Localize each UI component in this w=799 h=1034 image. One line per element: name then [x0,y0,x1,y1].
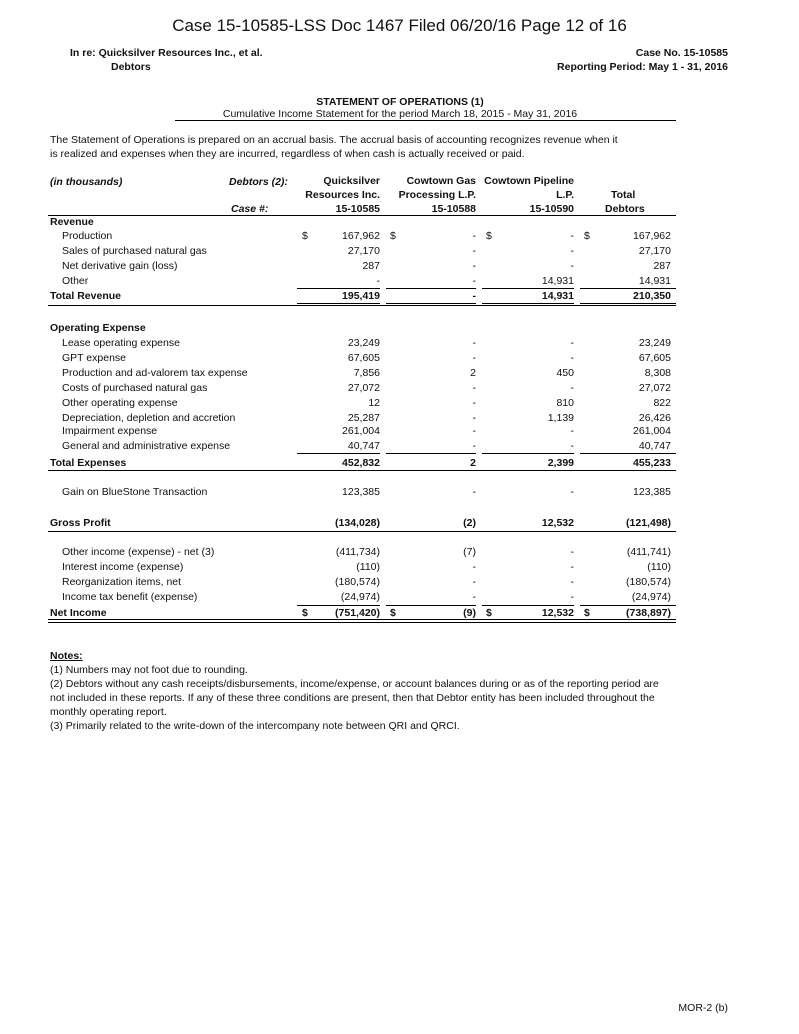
row-value: 195,419 [342,290,380,302]
row-value: (110) [647,561,671,573]
row-value: - [570,337,574,349]
note-2-line-3: monthly operating report. [50,706,167,718]
row-value: 40,747 [347,440,380,452]
row-value: 810 [556,397,574,409]
row-value: 261,004 [633,425,671,437]
row-value: - [472,425,476,437]
qri-case-number: 15-10585 [335,203,380,215]
reporting-period: Reporting Period: May 1 - 31, 2016 [557,61,728,73]
row-label: Depreciation, depletion and accretion [62,412,236,424]
row-value: (411,741) [626,546,671,558]
note-2-line-2: not included in these reports. If any of these three conditions are present, then that Debtor entity has been included throughout the [50,692,655,704]
row-value: (9) [463,607,476,619]
total-header-line1: Total [611,189,636,201]
column-rule [48,531,676,532]
row-label: Income tax benefit (expense) [62,591,198,603]
dollar-sign: $ [584,607,590,619]
row-label: Gain on BlueStone Transaction [62,486,208,498]
row-value: - [472,245,476,257]
column-rule [386,605,476,606]
notes-heading: Notes: [50,650,83,662]
note-1: (1) Numbers may not foot due to rounding. [50,664,248,676]
case-number: Case No. 15-10585 [635,47,728,59]
row-value: (2) [463,517,476,529]
page-footer: MOR-2 (b) [678,1002,728,1014]
row-label: Total Revenue [50,290,121,302]
row-label: Production and ad-valorem tax expense [62,367,248,379]
row-value: - [570,486,574,498]
row-value: 14,931 [541,290,574,302]
row-value: 8,308 [644,367,671,379]
row-value: - [472,440,476,452]
row-value: (180,574) [335,576,380,588]
row-value: - [472,382,476,394]
row-value: - [570,576,574,588]
row-value: - [472,275,476,287]
row-value: 2 [470,457,476,469]
row-value: - [472,337,476,349]
row-label: Production [62,230,113,242]
row-value: 167,962 [633,230,671,242]
row-value: 26,426 [638,412,671,424]
column-rule [297,303,380,304]
in-thousands-label: (in thousands) [50,176,123,188]
row-value: - [472,230,476,242]
row-value: 287 [362,260,380,272]
row-value: (24,974) [340,591,380,603]
column-rule [297,288,380,289]
cpl-case-number: 15-10590 [529,203,574,215]
row-value: - [570,440,574,452]
row-value: - [570,561,574,573]
column-rule [580,453,676,454]
row-value: - [472,591,476,603]
row-value: (121,498) [626,517,671,529]
row-label: Gross Profit [50,517,111,529]
column-rule [297,605,380,606]
column-rule [482,303,574,304]
row-label: Sales of purchased natural gas [62,245,207,257]
row-value: (738,897) [626,607,671,619]
dollar-sign: $ [486,607,492,619]
row-value: 287 [653,260,671,272]
row-value: 67,605 [347,352,380,364]
case-number-column-label: Case #: [231,203,269,215]
row-value: - [472,412,476,424]
row-value: 1,139 [547,412,574,424]
row-value: 23,249 [347,337,380,349]
row-value: 261,004 [342,425,380,437]
row-value: 2,399 [547,457,574,469]
dollar-sign: $ [302,607,308,619]
row-value: 12,532 [541,607,574,619]
column-rule [482,288,574,289]
row-value: 12 [368,397,380,409]
row-value: - [570,260,574,272]
cgp-case-number: 15-10588 [431,203,476,215]
column-rule [386,303,476,304]
row-value: 455,233 [633,457,671,469]
row-label: Lease operating expense [62,337,180,349]
note-3: (3) Primarily related to the write-down of the intercompany note between QRI and QRCI. [50,720,460,732]
debtors-label: Debtors [111,61,151,73]
row-value: - [472,576,476,588]
column-rule [482,453,574,454]
case-name: In re: Quicksilver Resources Inc., et al. [70,47,263,59]
dollar-sign: $ [302,230,308,242]
dollar-sign: $ [486,230,492,242]
row-value: (411,734) [335,546,380,558]
cpl-header-line2: L.P. [556,189,574,201]
column-rule [48,305,676,306]
case-banner: Case 15-10585-LSS Doc 1467 Filed 06/20/16 Page 12 of 16 [172,16,627,35]
row-value: - [472,290,476,302]
cpl-header-line1: Cowtown Pipeline [484,175,574,187]
intro-line-2: is realized and expenses when they are incurred, regardless of when cash is actually received or paid. [50,148,525,160]
row-value: 40,747 [638,440,671,452]
row-label: Revenue [50,216,94,228]
row-label: Total Expenses [50,457,127,469]
row-value: - [472,397,476,409]
intro-line-1: The Statement of Operations is prepared on an accrual basis. The accrual basis of accounting recognizes revenue when it [50,134,618,146]
statement-title: STATEMENT OF OPERATIONS (1) [316,96,484,108]
row-value: 27,170 [638,245,671,257]
row-value: - [376,275,380,287]
column-rule [580,303,676,304]
row-value: - [570,352,574,364]
column-rule [482,605,574,606]
row-value: 7,856 [353,367,380,379]
row-value: - [472,260,476,272]
row-label: Operating Expense [50,322,146,334]
qri-header-line2: Resources Inc. [305,189,380,201]
row-value: 167,962 [342,230,380,242]
dollar-sign: $ [584,230,590,242]
row-value: (7) [463,546,476,558]
dollar-sign: $ [390,607,396,619]
row-label: Reorganization items, net [62,576,182,588]
row-value: 23,249 [638,337,671,349]
row-value: 27,072 [347,382,380,394]
row-label: Impairment expense [62,425,158,437]
row-value: 12,532 [541,517,574,529]
row-value: 123,385 [633,486,671,498]
row-value: 14,931 [541,275,574,287]
row-value: - [472,561,476,573]
column-rule [386,453,476,454]
column-rule [48,619,676,620]
row-value: - [570,425,574,437]
row-value: 452,832 [342,457,380,469]
cgp-header-line2: Processing L.P. [398,189,476,201]
row-value: 2 [470,367,476,379]
row-label: Net derivative gain (loss) [62,260,178,272]
row-value: 123,385 [342,486,380,498]
row-label: Costs of purchased natural gas [62,382,208,394]
row-value: 210,350 [633,290,671,302]
row-value: (24,974) [631,591,671,603]
total-header-line2: Debtors [605,203,645,215]
row-value: - [570,546,574,558]
qri-header-line1: Quicksilver [323,175,380,187]
row-value: - [472,486,476,498]
row-value: - [570,591,574,603]
row-value: - [570,245,574,257]
column-rule [386,288,476,289]
row-label: GPT expense [62,352,127,364]
title-rule [175,120,676,121]
column-rule [297,453,380,454]
row-value: 27,170 [347,245,380,257]
row-label: Other income (expense) - net (3) [62,546,215,558]
row-value: (134,028) [335,517,380,529]
debtors-column-label: Debtors (2): [229,176,288,188]
row-value: 822 [653,397,671,409]
row-value: 25,287 [347,412,380,424]
row-value: 14,931 [638,275,671,287]
row-label: Other [62,275,89,287]
note-2-line-1: (2) Debtors without any cash receipts/disbursements, income/expense, or account balances during or as of the reporting period are [50,678,659,690]
row-value: (180,574) [626,576,671,588]
dollar-sign: $ [390,230,396,242]
cgp-header-line1: Cowtown Gas [406,175,476,187]
row-value: 450 [556,367,574,379]
column-rule [580,288,676,289]
row-value: (110) [356,561,380,573]
row-value: - [570,382,574,394]
row-label: Other operating expense [62,397,178,409]
column-rule [48,622,676,623]
row-value: (751,420) [335,607,380,619]
row-value: 67,605 [638,352,671,364]
row-label: Net Income [50,607,107,619]
statement-subtitle: Cumulative Income Statement for the period March 18, 2015 - May 31, 2016 [222,108,578,120]
column-rule [580,605,676,606]
row-value: 27,072 [638,382,671,394]
header-rule [48,215,676,216]
row-value: - [472,352,476,364]
row-value: - [570,230,574,242]
row-label: Interest income (expense) [62,561,184,573]
row-label: General and administrative expense [62,440,231,452]
column-rule [48,470,676,471]
